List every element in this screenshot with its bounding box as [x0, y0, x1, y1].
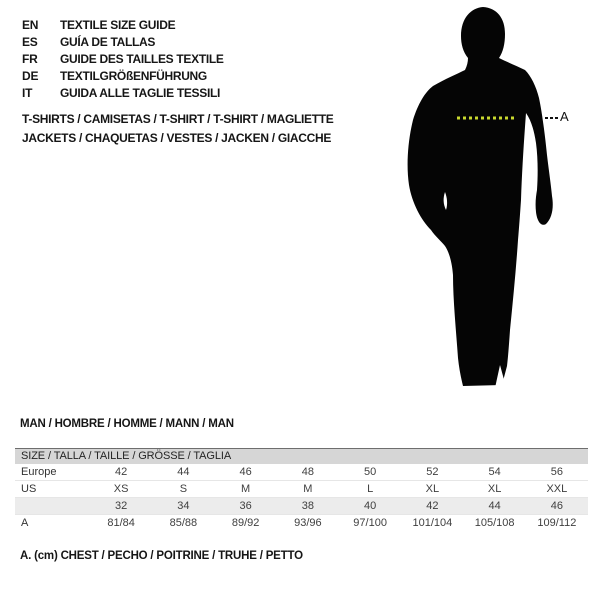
size-cell: 44: [177, 465, 190, 478]
size-cell: 34: [152, 498, 214, 515]
size-cell: 50: [364, 465, 377, 478]
language-row: [22, 84, 224, 101]
language-row: [22, 33, 224, 50]
size-cell: 93/96: [294, 517, 322, 530]
size-cell: 81/84: [107, 517, 135, 530]
language-title: GUIDE DES TAILLES TEXTILE: [60, 51, 224, 66]
category-block: [22, 110, 334, 148]
size-cell: 46: [526, 498, 588, 515]
language-title: TEXTILGRÖßENFÜHRUNG: [60, 68, 207, 83]
language-code: ES: [22, 34, 38, 49]
size-cell: XL: [425, 483, 440, 495]
language-row: [22, 67, 224, 84]
language-row: [22, 16, 224, 33]
size-table: [15, 448, 588, 532]
size-cell: 40: [339, 498, 401, 515]
row-label: Europe: [21, 465, 57, 478]
section-label-man: MAN / HOMBRE / HOMME / MANN / MAN: [20, 418, 234, 430]
size-cell: 38: [277, 498, 339, 515]
size-cell: 54: [488, 465, 501, 478]
language-block: [22, 16, 224, 101]
size-cell: 32: [90, 498, 152, 515]
size-cell: 46: [239, 465, 252, 478]
size-cell: 44: [464, 498, 526, 515]
size-cell: 105/108: [474, 517, 515, 530]
size-table-header-row: [15, 449, 588, 464]
size-cell: 85/88: [169, 517, 198, 530]
table-row-europe: [15, 464, 588, 481]
size-cell: XXL: [546, 483, 568, 495]
size-cell: XS: [113, 483, 129, 495]
language-code: IT: [22, 85, 33, 100]
language-row: [22, 50, 224, 67]
measurement-footnote: A. (cm) CHEST / PECHO / POITRINE / TRUHE / PETTO: [20, 550, 303, 562]
size-cell: S: [179, 483, 188, 495]
table-row-chest: [15, 515, 588, 532]
table-row-us: [15, 481, 588, 498]
language-title: TEXTILE SIZE GUIDE: [60, 17, 176, 32]
size-cell: M: [303, 483, 313, 495]
size-cell: 101/104: [412, 517, 453, 530]
size-cell: XL: [487, 483, 502, 495]
size-cell: 56: [550, 465, 563, 478]
size-cell: 48: [301, 465, 314, 478]
size-cell: 36: [215, 498, 277, 515]
row-label: A: [21, 517, 29, 530]
language-code: DE: [22, 68, 39, 83]
size-cell: 97/100: [353, 517, 387, 530]
language-title: GUIDA ALLE TAGLIE TESSILI: [60, 85, 221, 100]
category-line-jackets: JACKETS / CHAQUETAS / VESTES / JACKEN / GIACCHE: [22, 131, 332, 145]
size-cell: 109/112: [537, 517, 577, 530]
size-cell: 42: [401, 498, 463, 515]
measurement-label-a: A: [560, 109, 569, 124]
language-title: GUÍA DE TALLAS: [60, 34, 156, 49]
size-cell: M: [241, 483, 251, 495]
table-row-numeric: [15, 498, 588, 515]
size-cell: 42: [115, 465, 128, 478]
man-silhouette: [408, 7, 553, 386]
size-cell: 89/92: [231, 517, 260, 530]
row-label: [15, 498, 90, 515]
size-cell: L: [367, 483, 374, 495]
language-code: FR: [22, 51, 38, 66]
category-line-tshirts: T-SHIRTS / CAMISETAS / T-SHIRT / T-SHIRT / MAGLIETTE: [22, 112, 334, 126]
size-cell: 52: [426, 465, 439, 478]
language-code: EN: [22, 17, 39, 32]
size-table-header: SIZE / TALLA / TAILLE / GRÖSSE / TAGLIA: [15, 449, 588, 464]
man-figure: [395, 0, 600, 400]
row-label: US: [21, 483, 37, 495]
